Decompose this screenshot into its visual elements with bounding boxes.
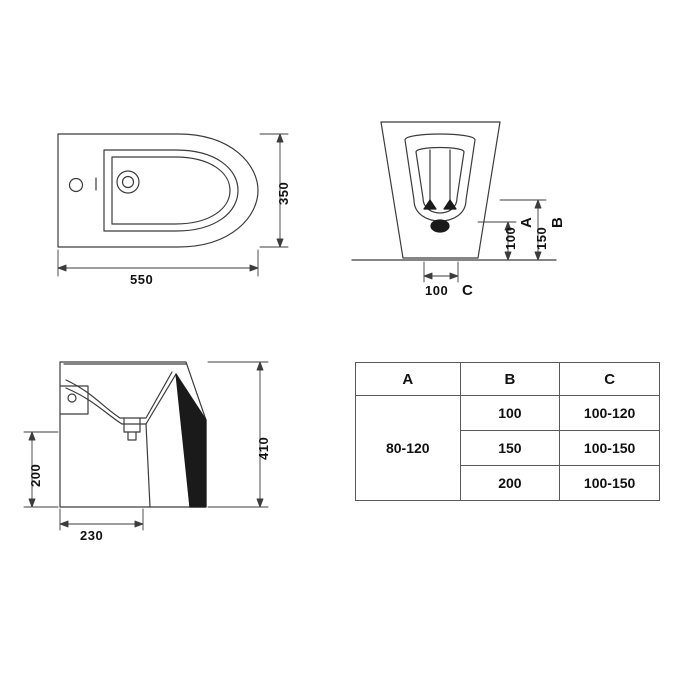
dimension-label-side-offset: 200 <box>28 463 43 487</box>
dimension-410 <box>208 362 268 507</box>
side-view-outline <box>60 362 206 507</box>
dimension-c <box>424 262 458 282</box>
table-cell-a-merged: 80-120 <box>356 396 461 501</box>
table-row <box>356 396 660 431</box>
dimension-label-front-c-letter: C <box>462 282 474 299</box>
table-cell-b: 100 <box>460 396 560 431</box>
table-cell-b: 150 <box>460 431 560 466</box>
dimension-label-front-a-letter: A <box>518 216 535 228</box>
table-header-a: A <box>356 363 461 396</box>
dimension-label-front-b-value: 150 <box>534 226 549 250</box>
table-cell-c: 100-150 <box>560 466 660 501</box>
dimension-label-front-b-letter: B <box>549 216 566 228</box>
dimension-label-side-height: 410 <box>256 436 271 460</box>
dimension-550 <box>58 250 258 276</box>
dimension-label-front-c-value: 100 <box>425 283 449 298</box>
dimension-230 <box>60 509 143 530</box>
dimension-label-top-width: 550 <box>130 272 154 287</box>
top-view-outline <box>58 134 258 247</box>
specification-table <box>355 362 660 501</box>
table-cell-c: 100-150 <box>560 431 660 466</box>
table-cell-c: 100-120 <box>560 396 660 431</box>
table-header-c: C <box>560 363 660 396</box>
table-header-row <box>356 363 660 396</box>
dimension-label-top-depth: 350 <box>276 181 291 205</box>
dimension-label-front-a-value: 100 <box>503 226 518 250</box>
front-view-outline <box>381 122 500 258</box>
dimension-label-side-depth: 230 <box>80 528 104 543</box>
table-cell-b: 200 <box>460 466 560 501</box>
table-header-b: B <box>460 363 560 396</box>
